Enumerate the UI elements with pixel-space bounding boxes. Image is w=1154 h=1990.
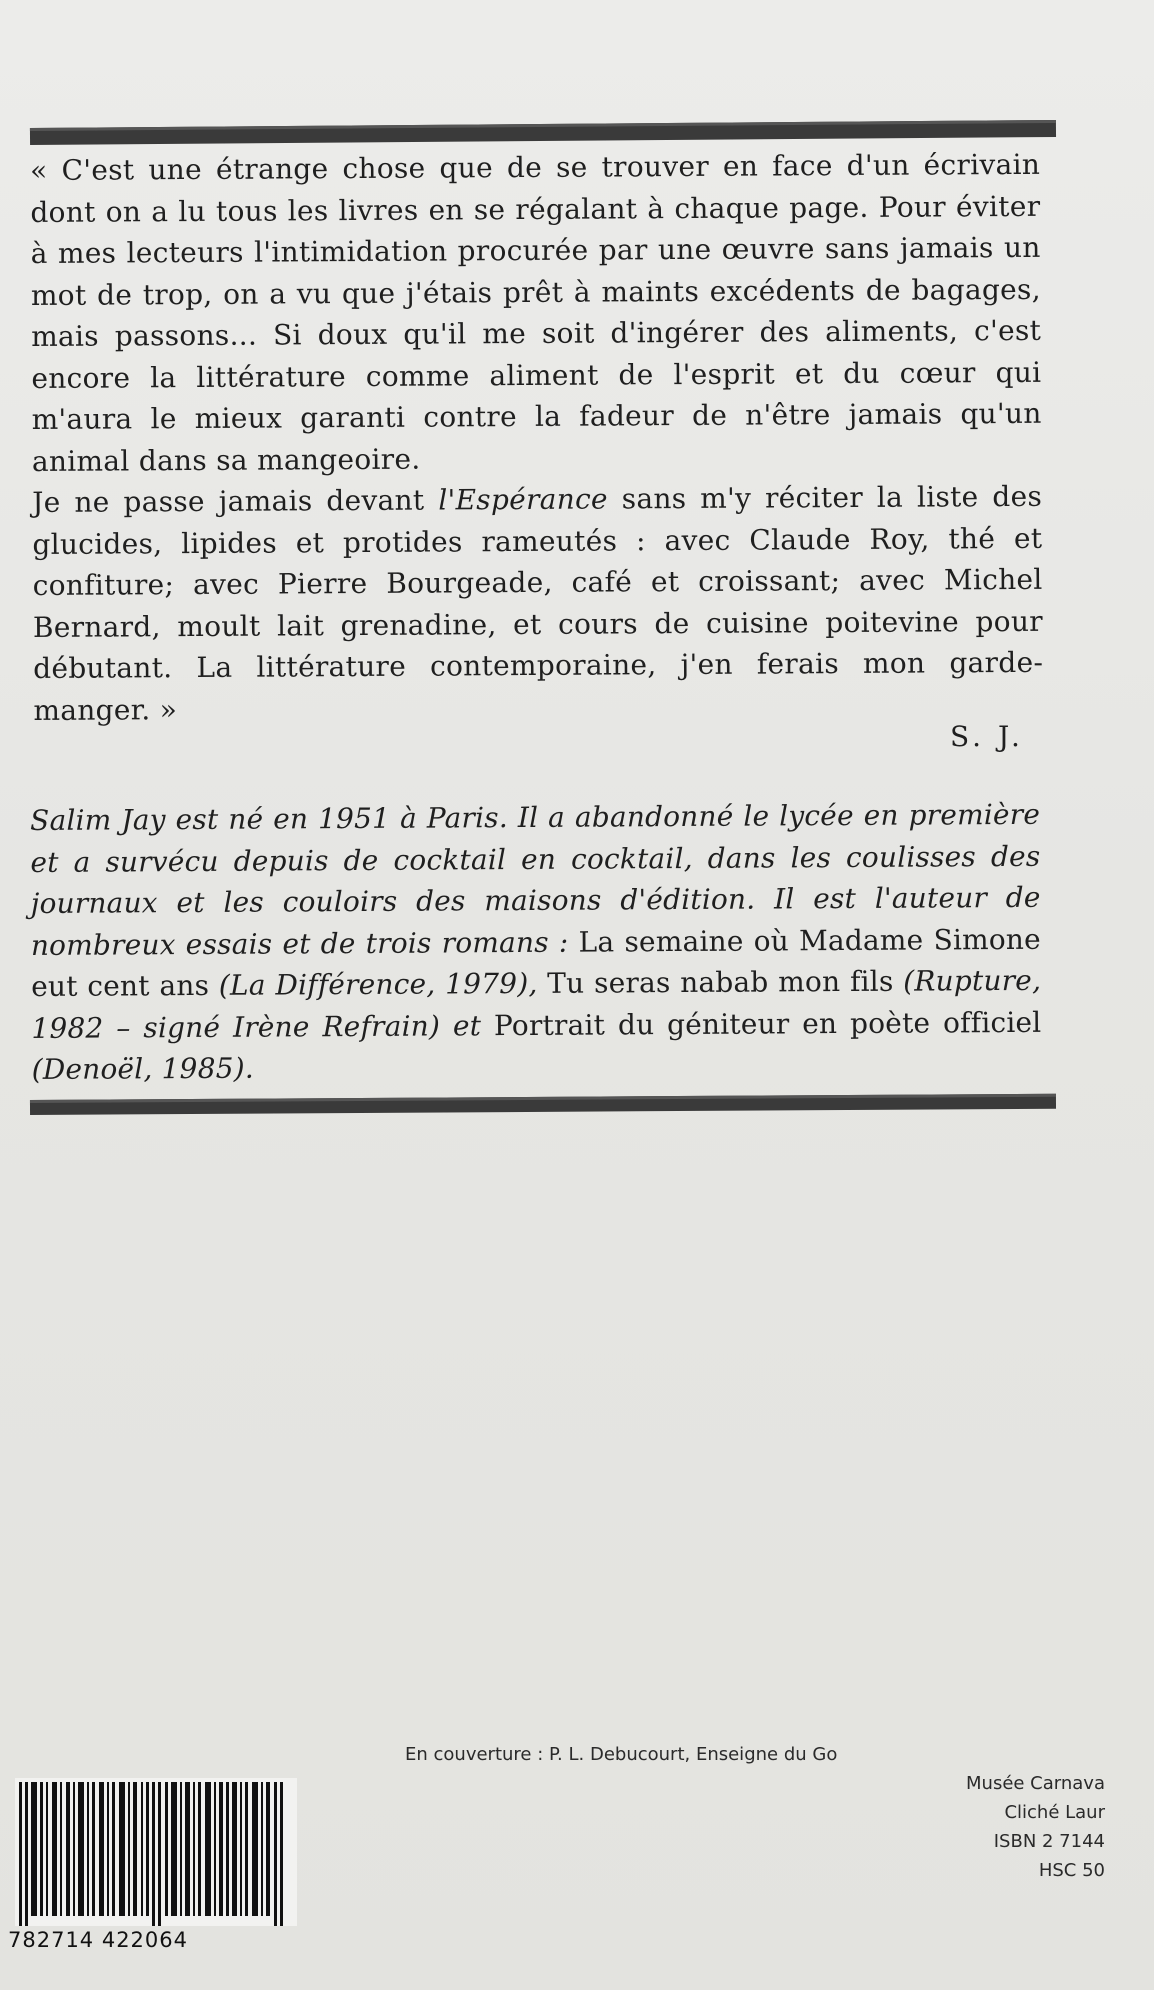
quote-italic-place: l'Espérance (438, 482, 608, 517)
author-biography (30, 794, 1042, 1091)
bio-connector: et (452, 1008, 495, 1042)
barcode-number: 782714 422064 (8, 1928, 189, 1952)
credit-line: HSC 50 (1038, 1860, 1105, 1881)
book-publisher: (Rupture, 1982 – signé Irène Refrain) (31, 963, 1042, 1045)
book-title: Portrait du géniteur en poète officiel (493, 1005, 1042, 1042)
quote-paragraph-2 (32, 476, 1044, 731)
top-rule (30, 120, 1056, 145)
author-quote (30, 144, 1044, 731)
bottom-rule (30, 1094, 1056, 1115)
quote-text: sans m'y réciter la liste des glucides, lipides et protides rameutés : avec Claude Roy, thé et confiture; avec Pierre Bourgeade, café et croissant; avec Michel Bernard, moult lait grenadine, et cours de cuisine poitevine pour débutant. La littérature contemporaine, j'en ferais mon garde-manger. » (32, 479, 1044, 727)
barcode (15, 1778, 297, 1926)
credit-line: Musée Carnava (966, 1773, 1105, 1794)
book-title: Tu seras nabab mon fils (547, 964, 894, 1000)
quote-text: Je ne passe jamais devant (32, 483, 439, 519)
book-title: La semaine où Madame Simone eut cent ans (31, 922, 1041, 1003)
quote-paragraph-1: « C'est une étrange chose que de se trouver en face d'un écrivain dont on a lu tous les livres en se régalant à chaque page. Pour éviter à mes lecteurs l'intimidation procurée par une œuvre sans jamais un mot de trop, on a vu que j'étais prêt à maints excédents de bagages, mais passons... Si doux qu'il me soit d'ingérer des aliments, c'est encore la littérature comme aliment de l'esprit et du cœur qui m'aura le mieux garanti contre la fadeur de n'être jamais qu'un animal dans sa mangeoire. (30, 147, 1042, 478)
book-publisher: (Denoël, 1985). (31, 1051, 254, 1086)
isbn-line: ISBN 2 7144 (993, 1831, 1105, 1852)
credit-line: En couverture : P. L. Debucourt, Enseigne du Go (405, 1744, 838, 1765)
credit-line: Cliché Laur (1004, 1802, 1105, 1823)
cover-credits (405, 1740, 1105, 1885)
book-publisher: (La Différence, 1979), (209, 966, 548, 1002)
bio-intro: Salim Jay est né en 1951 à Paris. Il a abandonné le lycée en première et a survécu depuis de cocktail en cocktail, dans les coulisses des journaux et les couloirs des maisons d'édition. Il est l'auteur de nombreux essais et de trois romans : (30, 797, 1041, 962)
signature-initials: S. J. (950, 720, 1024, 753)
